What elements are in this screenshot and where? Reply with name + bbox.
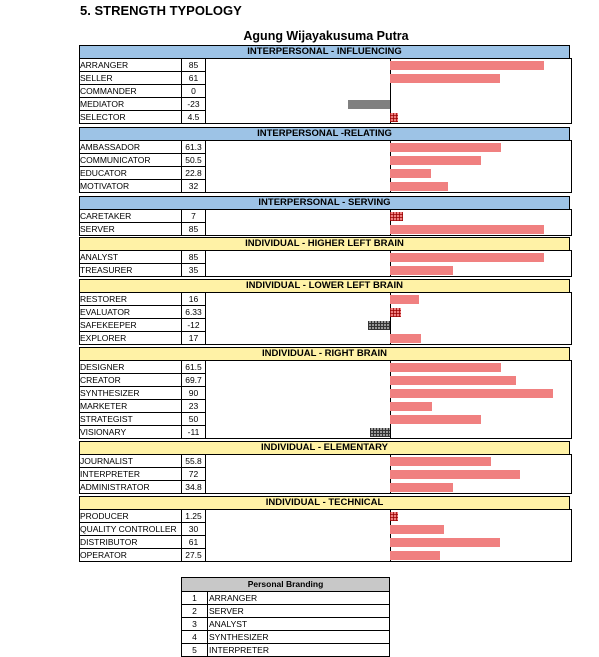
row-label: EDUCATOR: [79, 167, 182, 180]
branding-name: SERVER: [209, 606, 244, 616]
personal-branding-header: Personal Branding: [181, 577, 390, 592]
row-value: 22.8: [182, 167, 206, 180]
row-label: COMMUNICATOR: [79, 154, 182, 167]
row-label: DISTRIBUTOR: [79, 536, 182, 549]
bar-restorer: [390, 295, 419, 304]
bar-interpreter: [390, 470, 520, 479]
row-value: 72: [182, 468, 206, 481]
row-value: -12: [182, 319, 206, 332]
row-label: ADMINISTRATOR: [79, 481, 182, 494]
row-value: 35: [182, 264, 206, 277]
bar-treasurer: [390, 266, 453, 275]
bar-creator: [390, 376, 516, 385]
bar-caretaker: [390, 212, 403, 221]
row-value: 61: [182, 536, 206, 549]
bar-server: [390, 225, 544, 234]
row-value: 34.8: [182, 481, 206, 494]
branding-rank: 1: [182, 592, 208, 604]
row-label: ANALYST: [79, 251, 182, 264]
row-label: COMMANDER: [79, 85, 182, 98]
row-value: 7: [182, 210, 206, 223]
bar-evaluator: [390, 308, 401, 317]
bar-arranger: [390, 61, 544, 70]
section-header: INTERPERSONAL -RELATING: [79, 127, 570, 141]
row-value: 4.5: [182, 111, 206, 124]
row-label: SELLER: [79, 72, 182, 85]
row-label: OPERATOR: [79, 549, 182, 562]
row-value: 16: [182, 293, 206, 306]
branding-name: SYNTHESIZER: [209, 632, 269, 642]
row-label: ARRANGER: [79, 59, 182, 72]
row-value: 23: [182, 400, 206, 413]
row-value: 0: [182, 85, 206, 98]
bar-educator: [390, 169, 431, 178]
branding-row: [181, 605, 390, 618]
bar-mediator: [348, 100, 390, 109]
row-label: MOTIVATOR: [79, 180, 182, 193]
bar-distributor: [390, 538, 500, 547]
row-label: AMBASSADOR: [79, 141, 182, 154]
row-value: -11: [182, 426, 206, 439]
section-header: INDIVIDUAL - LOWER LEFT BRAIN: [79, 279, 570, 293]
row-label: EVALUATOR: [79, 306, 182, 319]
row-value: 69.7: [182, 374, 206, 387]
bar-motivator: [390, 182, 448, 191]
row-label: PRODUCER: [79, 510, 182, 523]
section-header: INDIVIDUAL - TECHNICAL: [79, 496, 570, 510]
row-value: 1.25: [182, 510, 206, 523]
branding-row: [181, 592, 390, 605]
branding-rank: 3: [182, 618, 208, 630]
section-header: INDIVIDUAL - HIGHER LEFT BRAIN: [79, 237, 570, 251]
bar-strategist: [390, 415, 481, 424]
bar-producer: [390, 512, 398, 521]
row-label: CARETAKER: [79, 210, 182, 223]
row-label: SYNTHESIZER: [79, 387, 182, 400]
bar-explorer: [390, 334, 421, 343]
zero-axis-line: [390, 361, 391, 438]
branding-rank: 5: [182, 644, 208, 656]
section-header: INTERPERSONAL - INFLUENCING: [79, 45, 570, 59]
row-value: 61.3: [182, 141, 206, 154]
row-value: 17: [182, 332, 206, 345]
bar-seller: [390, 74, 500, 83]
personal-branding-table: [181, 577, 390, 657]
row-label: RESTORER: [79, 293, 182, 306]
branding-row: [181, 631, 390, 644]
bar-selector: [390, 113, 398, 122]
row-label: JOURNALIST: [79, 455, 182, 468]
row-label: CREATOR: [79, 374, 182, 387]
row-value: 32: [182, 180, 206, 193]
bar-designer: [390, 363, 501, 372]
row-value: 6.33: [182, 306, 206, 319]
branding-rank: 2: [182, 605, 208, 617]
row-label: INTERPRETER: [79, 468, 182, 481]
branding-name: INTERPRETER: [209, 645, 269, 655]
row-label: STRATEGIST: [79, 413, 182, 426]
row-value: 61: [182, 72, 206, 85]
bar-ambassador: [390, 143, 501, 152]
bar-synthesizer: [390, 389, 553, 398]
row-label: QUALITY CONTROLLER: [79, 523, 182, 536]
bar-analyst: [390, 253, 544, 262]
bar-administrator: [390, 483, 453, 492]
branding-name: ANALYST: [209, 619, 248, 629]
row-label: EXPLORER: [79, 332, 182, 345]
row-value: 30: [182, 523, 206, 536]
branding-rank: 4: [182, 631, 208, 643]
row-value: 85: [182, 223, 206, 236]
row-label: MARKETER: [79, 400, 182, 413]
bar-journalist: [390, 457, 491, 466]
row-value: 85: [182, 59, 206, 72]
bar-marketer: [390, 402, 432, 411]
bar-quality-controller: [390, 525, 444, 534]
branding-row: [181, 644, 390, 657]
row-value: -23: [182, 98, 206, 111]
row-label: SAFEKEEPER: [79, 319, 182, 332]
bar-safekeeper: [368, 321, 390, 330]
branding-row: [181, 618, 390, 631]
row-label: TREASURER: [79, 264, 182, 277]
row-value: 61.5: [182, 361, 206, 374]
bar-operator: [390, 551, 440, 560]
row-value: 55.8: [182, 455, 206, 468]
section-header: INTERPERSONAL - SERVING: [79, 196, 570, 210]
person-name: Agung Wijayakusuma Putra: [243, 29, 409, 43]
row-value: 85: [182, 251, 206, 264]
row-value: 27.5: [182, 549, 206, 562]
branding-name: ARRANGER: [209, 593, 258, 603]
row-label: VISIONARY: [79, 426, 182, 439]
personal-branding-rows: [181, 592, 390, 657]
row-value: 90: [182, 387, 206, 400]
bar-visionary: [370, 428, 390, 437]
row-value: 50: [182, 413, 206, 426]
row-label: SERVER: [79, 223, 182, 236]
row-label: SELECTOR: [79, 111, 182, 124]
row-label: MEDIATOR: [79, 98, 182, 111]
section-header: INDIVIDUAL - ELEMENTARY: [79, 441, 570, 455]
row-label: DESIGNER: [79, 361, 182, 374]
section-header: INDIVIDUAL - RIGHT BRAIN: [79, 347, 570, 361]
row-value: 50.5: [182, 154, 206, 167]
page-title: 5. STRENGTH TYPOLOGY: [80, 3, 242, 18]
bar-communicator: [390, 156, 481, 165]
